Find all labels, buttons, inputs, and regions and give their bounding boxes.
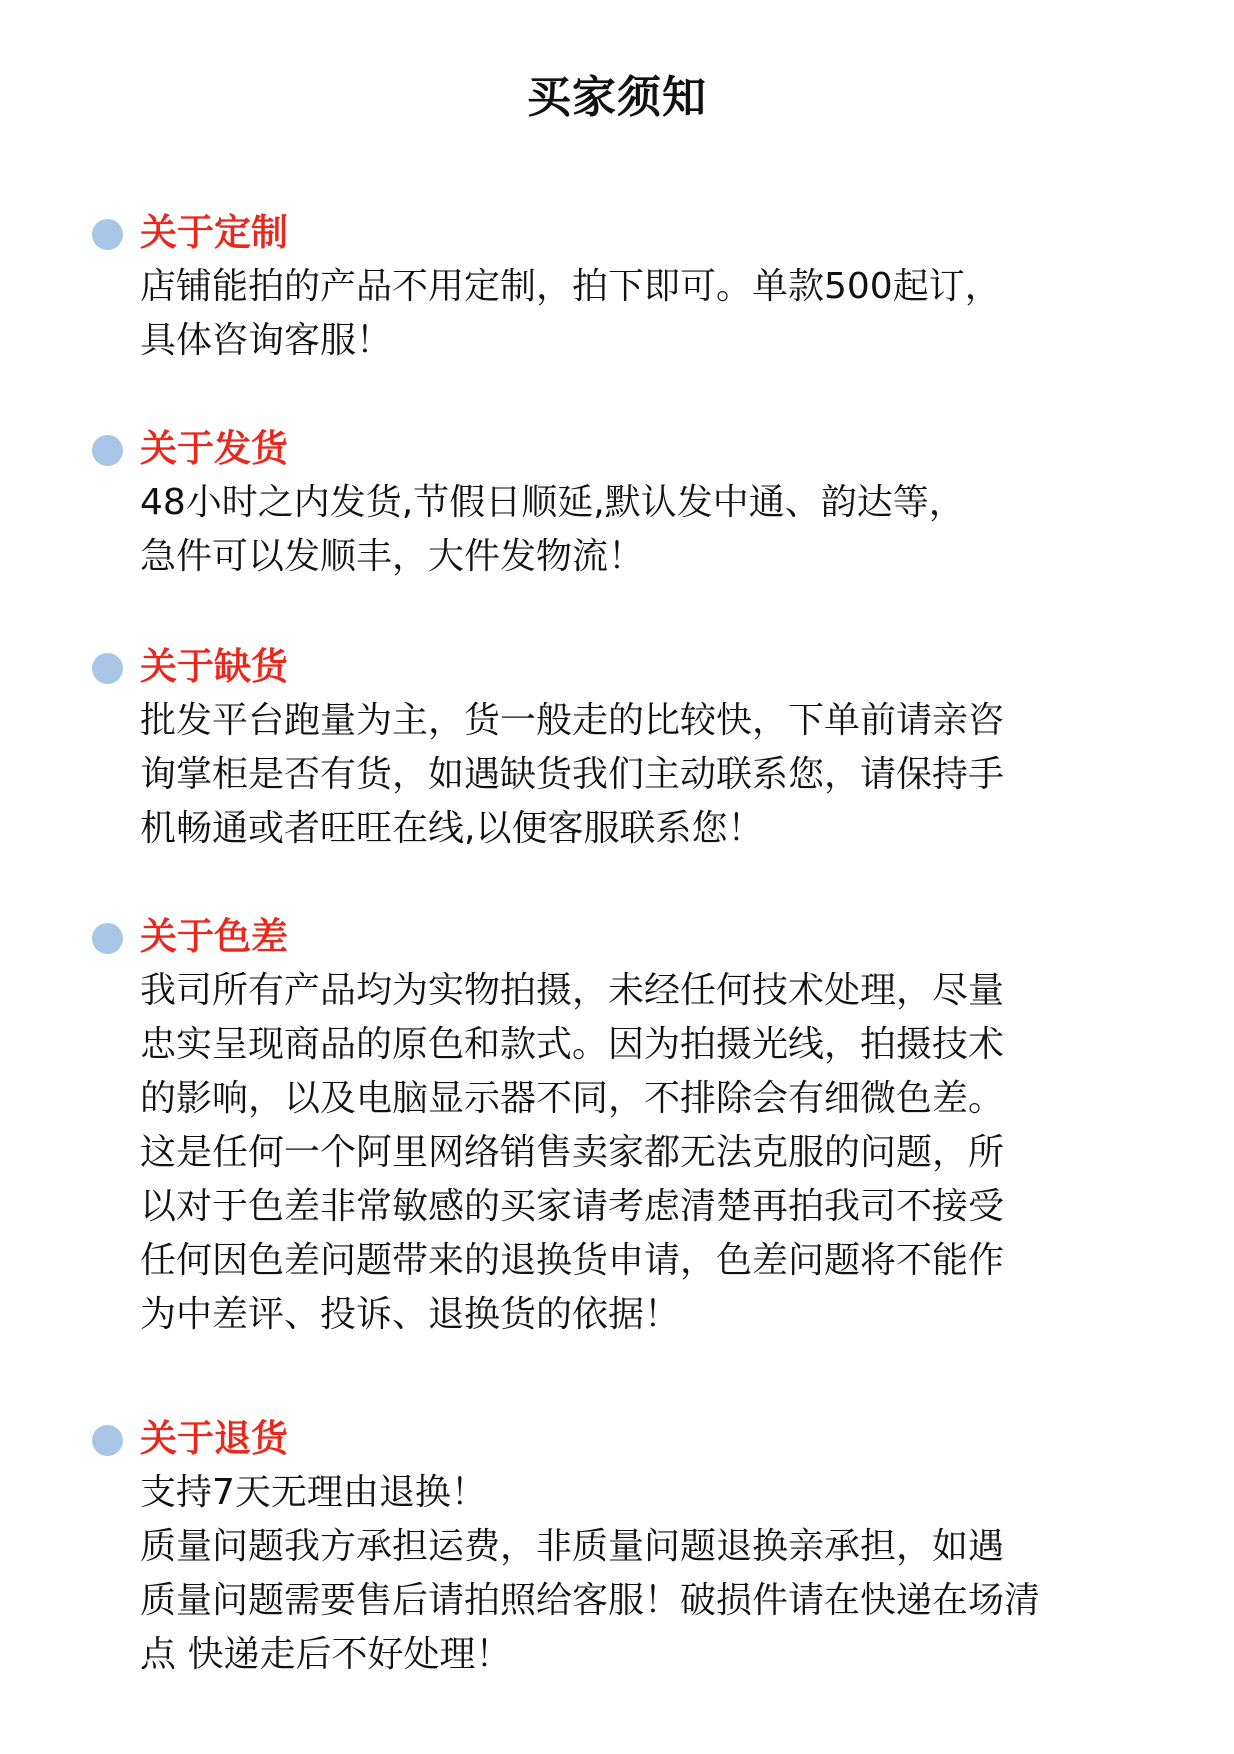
section-heading: 关于缺货 [140, 645, 288, 688]
section-heading: 关于色差 [140, 915, 288, 958]
section-header [92, 910, 1112, 964]
section-header [92, 422, 1112, 476]
circle-bullet-icon [92, 1425, 123, 1456]
section-header [92, 640, 1112, 694]
body-line: 具体咨询客服！ [140, 320, 393, 361]
section-header [92, 206, 1112, 260]
body-line: 忠实呈现商品的原色和款式。因为拍摄光线，拍摄技术 [140, 1024, 1005, 1065]
body-line: 询掌柜是否有货，如遇缺货我们主动联系您，请保持手 [140, 754, 1005, 795]
section-header [92, 1412, 1112, 1466]
circle-bullet-icon [92, 653, 123, 684]
section-customization [92, 206, 1112, 368]
section-heading: 关于定制 [140, 211, 288, 254]
section-out-of-stock [92, 640, 1112, 856]
circle-bullet-icon [92, 219, 123, 250]
body-line: 这是任何一个阿里网络销售卖家都无法克服的问题，所 [140, 1132, 1005, 1173]
circle-bullet-icon [92, 923, 123, 954]
body-line: 机畅通或者旺旺在线,以便客服联系您！ [140, 808, 764, 849]
section-heading: 关于退货 [140, 1417, 288, 1460]
circle-bullet-icon [92, 435, 123, 466]
section-shipping [92, 422, 1112, 584]
page-title: 买家须知 [527, 72, 707, 123]
body-line: 质量问题我方承担运费，非质量问题退换亲承担，如遇 [140, 1526, 1005, 1567]
body-line: 急件可以发顺丰，大件发物流！ [140, 536, 645, 577]
section-color-difference [92, 910, 1112, 1342]
body-line: 点 快递走后不好处理！ [140, 1634, 512, 1675]
body-line: 为中差评、投诉、退换货的依据！ [140, 1294, 681, 1335]
body-line: 的影响，以及电脑显示器不同，不排除会有细微色差。 [140, 1078, 1005, 1119]
body-line: 任何因色差问题带来的退换货申请，色差问题将不能作 [140, 1240, 1005, 1281]
body-line: 支持7天无理由退换！ [140, 1472, 487, 1513]
body-line: 48小时之内发货,节假日顺延,默认发中通、韵达等， [140, 482, 965, 523]
body-line: 以对于色差非常敏感的买家请考虑清楚再拍我司不接受 [140, 1186, 1005, 1227]
body-line: 店铺能拍的产品不用定制，拍下即可。单款500起订， [140, 266, 1001, 307]
section-returns [92, 1412, 1112, 1682]
body-line: 我司所有产品均为实物拍摄，未经任何技术处理，尽量 [140, 970, 1005, 1011]
body-line: 批发平台跑量为主，货一般走的比较快，下单前请亲咨 [140, 700, 1005, 741]
body-line: 质量问题需要售后请拍照给客服！破损件请在快递在场清 [140, 1580, 1041, 1621]
section-heading: 关于发货 [140, 427, 288, 470]
